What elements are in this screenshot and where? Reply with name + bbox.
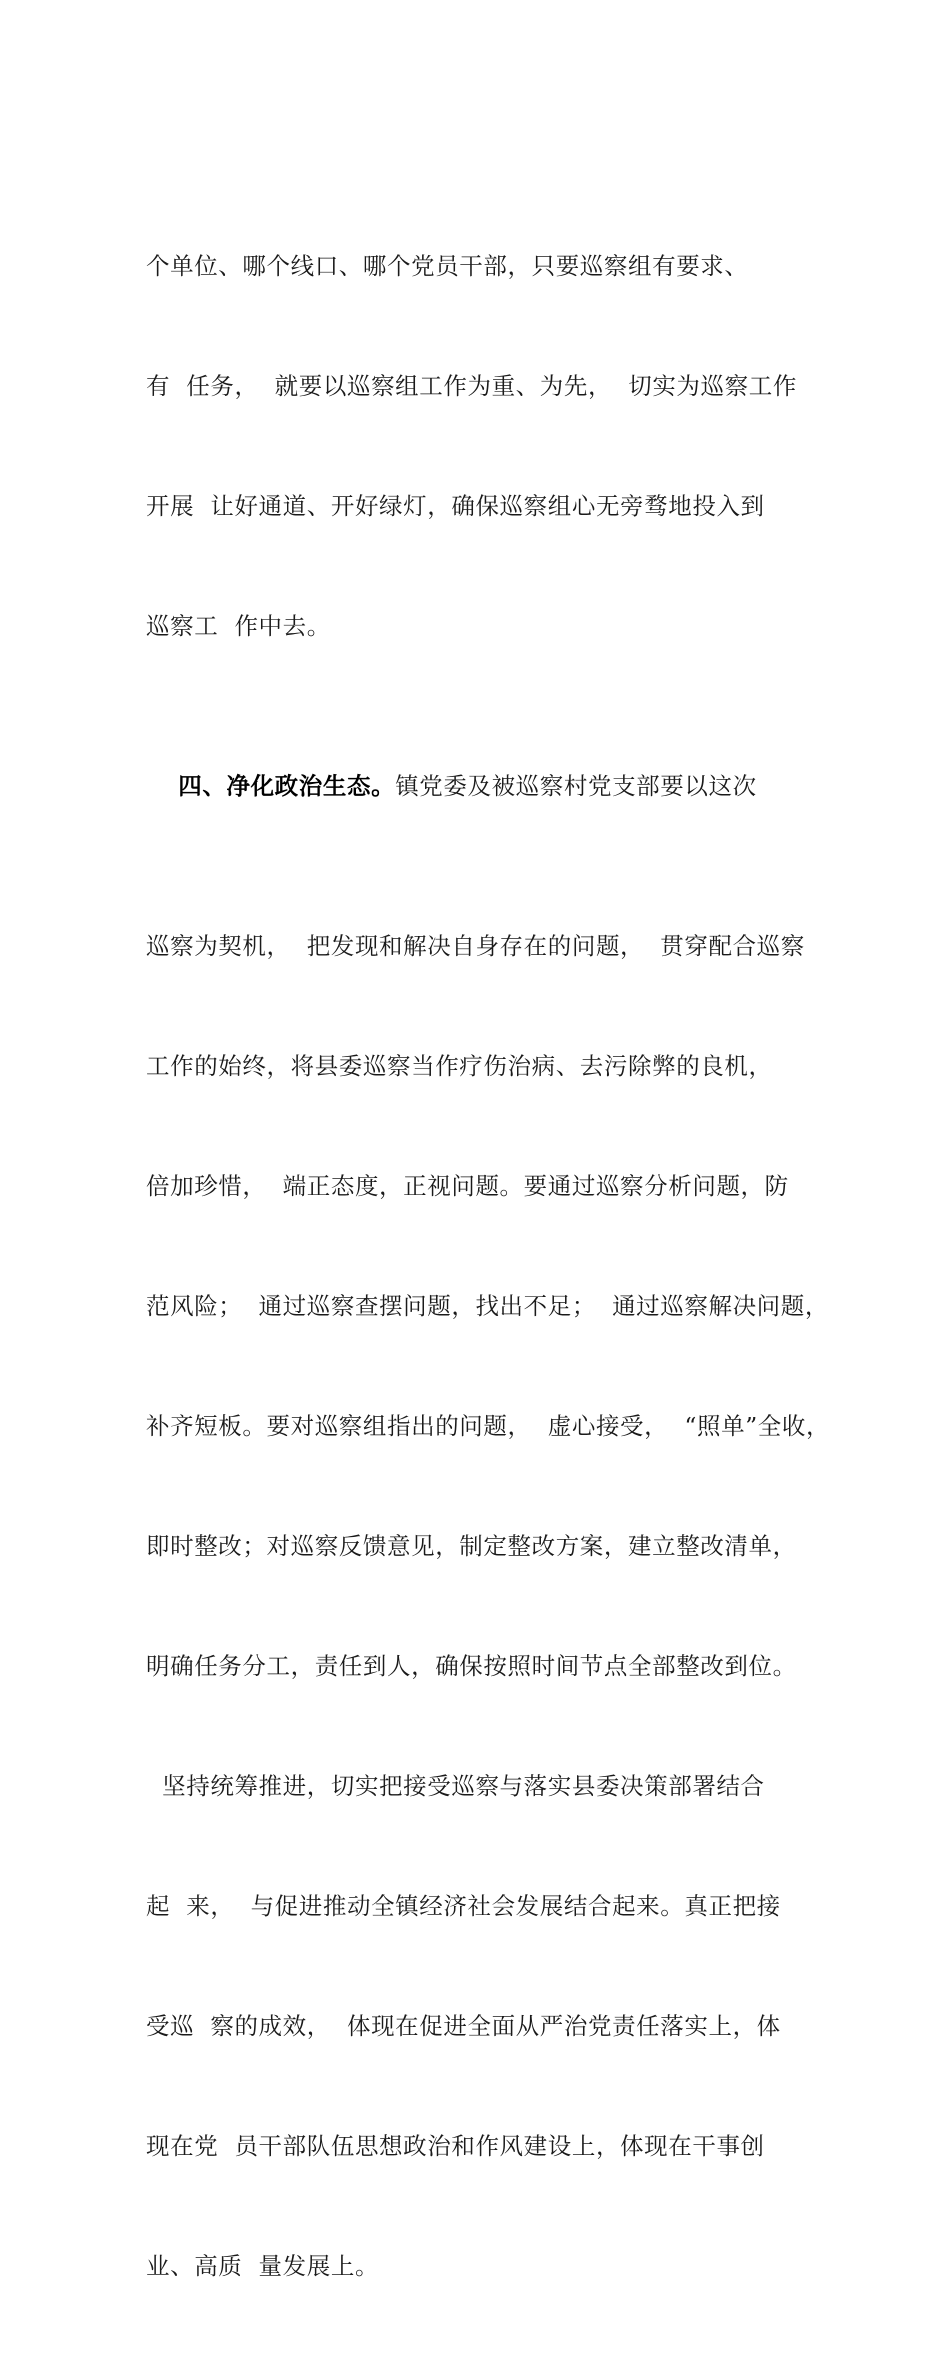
text-line: 业、高质 量发展上。	[146, 2252, 380, 2280]
text-line: 工作的始终，将县委巡察当作疗伤治病、去污除弊的良机，	[146, 1052, 773, 1080]
text-line: 范风险； 通过巡察查摆问题，找出不足； 通过巡察解决问题，	[146, 1292, 829, 1320]
text-line: 补齐短板。要对巡察组指出的问题， 虚心接受， “照单”全收，	[146, 1412, 831, 1440]
text-line: 倍加珍惜， 端正态度，正视问题。要通过巡察分析问题，防	[146, 1172, 789, 1200]
text-line: 巡察工 作中去。	[146, 612, 331, 640]
section-heading: 四、净化政治生态。	[178, 772, 396, 800]
text-line: 起 来， 与促进推动全镇经济社会发展结合起来。真正把接	[146, 1892, 781, 1920]
text-line: 现在党 员干部队伍思想政治和作风建设上，体现在干事创	[146, 2132, 765, 2160]
body-text	[146, 166, 831, 2366]
text-line: 坚持统筹推进，切实把接受巡察与落实县委决策部署结合	[146, 1772, 765, 1800]
section-four-first-line	[146, 766, 816, 806]
section-first-line-text: 镇党委及被巡察村党支部要以这次	[395, 772, 757, 800]
text-line: 即时整改；对巡察反馈意见，制定整改方案，建立整改清单，	[146, 1532, 797, 1560]
text-line: 个单位、哪个线口、哪个党员干部，只要巡察组有要求、	[146, 252, 749, 280]
text-line: 开展 让好通道、开好绿灯，确保巡察组心无旁骛地投入到	[146, 492, 765, 520]
text-line: 巡察为契机， 把发现和解决自身存在的问题， 贯穿配合巡察	[146, 932, 805, 960]
text-line: 有 任务， 就要以巡察组工作为重、为先， 切实为巡察工作	[146, 372, 797, 400]
text-line: 明确任务分工，责任到人，确保按照时间节点全部整改到位。	[146, 1652, 797, 1680]
text-line: 受巡 察的成效， 体现在促进全面从严治党责任落实上，体	[146, 2012, 781, 2040]
